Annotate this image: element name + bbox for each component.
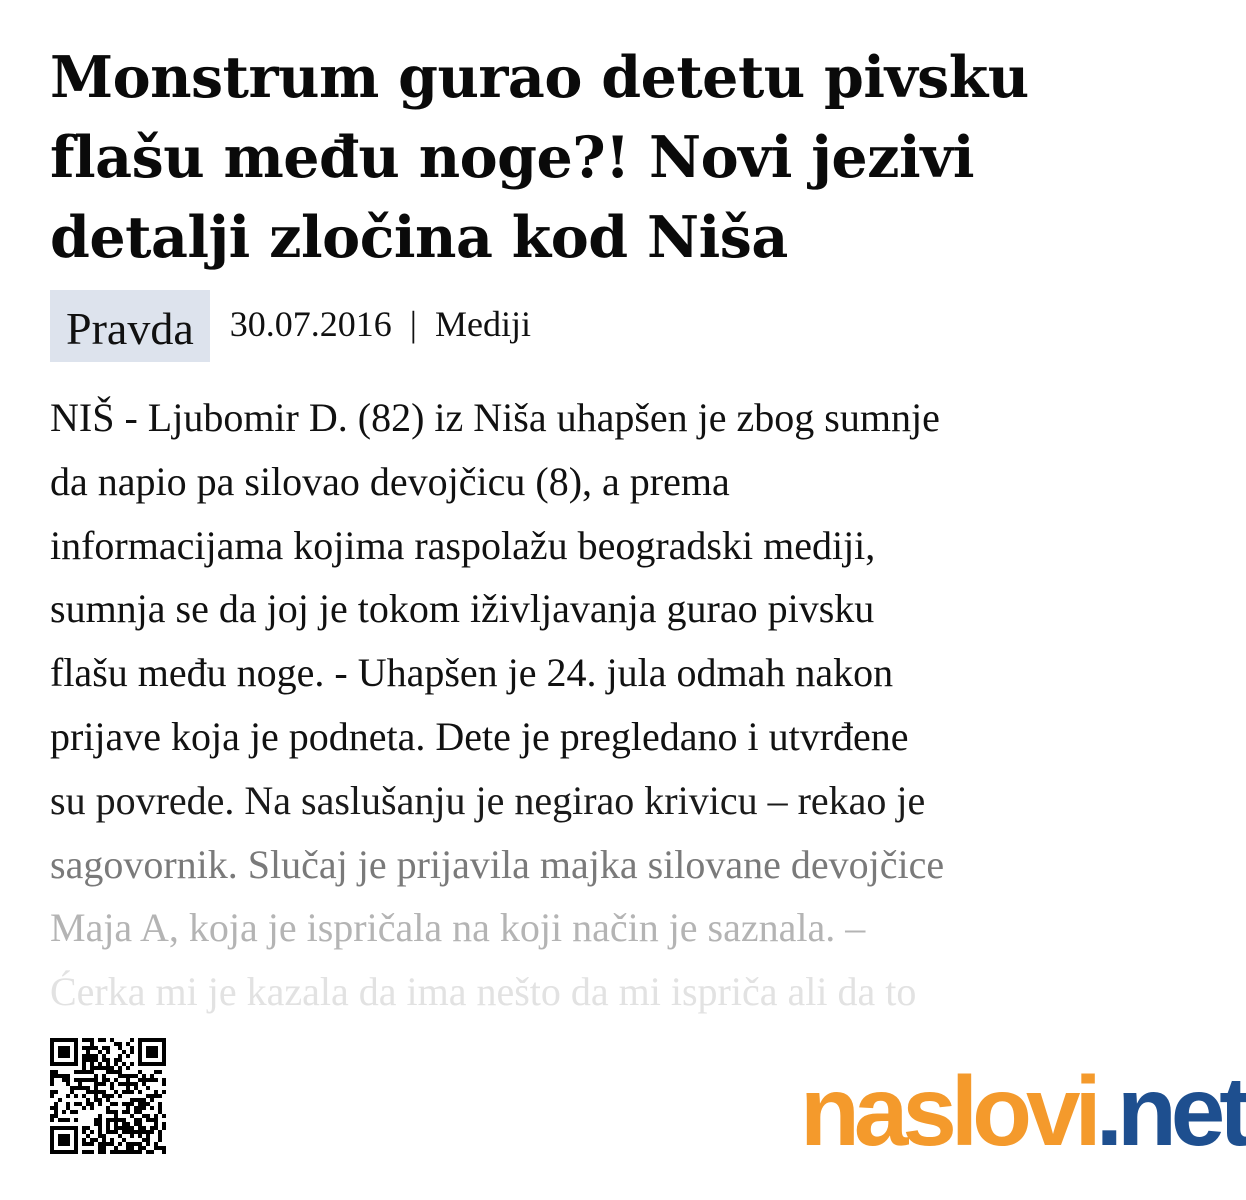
article-category[interactable]: Mediji: [434, 304, 531, 344]
body-line: prijave koja je podneta. Dete je pregledano i utvrđene: [50, 713, 909, 759]
source-badge[interactable]: Pravda: [50, 290, 210, 362]
body-line: Maja A, koja je ispričala na koji način je saznala. –: [50, 905, 866, 951]
article-date: 30.07.2016: [229, 304, 392, 344]
body-line: da napio pa silovao devojčicu (8), a prema: [50, 458, 730, 504]
body-line: sagovornik. Slučaj je prijavila majka silovane devojčice: [50, 841, 945, 887]
meta-separator: |: [409, 304, 417, 344]
body-line: NIŠ - Ljubomir D. (82) iz Niša uhapšen je zbog sumnje: [50, 395, 940, 440]
meta-line: [230, 290, 531, 358]
body-line: informacijama kojima raspolažu beogradski mediji,: [50, 522, 876, 568]
logo-tld-text: net: [1116, 1056, 1246, 1166]
logo-dot: .: [1095, 1056, 1117, 1166]
article-meta: [50, 290, 531, 362]
body-line: flašu među noge. - Uhapšen je 24. jula odmah nakon: [50, 650, 894, 696]
body-line: Ćerka mi je kazala da ima nešto da mi ispriča ali da to: [50, 969, 917, 1015]
logo-main-text: naslovi: [800, 1056, 1096, 1166]
qr-code-icon[interactable]: [50, 1038, 166, 1154]
article-body: [50, 386, 1170, 1015]
body-line: su povrede. Na saslušanju je negirao krivicu – rekao je: [50, 777, 926, 823]
article-title: Monstrum gurao detetu pivsku flašu među noge?! Novi jezivi detalji zločina kod Niša: [50, 44, 1029, 271]
naslovi-logo[interactable]: [800, 1052, 1246, 1170]
body-line: sumnja se da joj je tokom iživljavanja gurao pivsku: [50, 586, 875, 632]
